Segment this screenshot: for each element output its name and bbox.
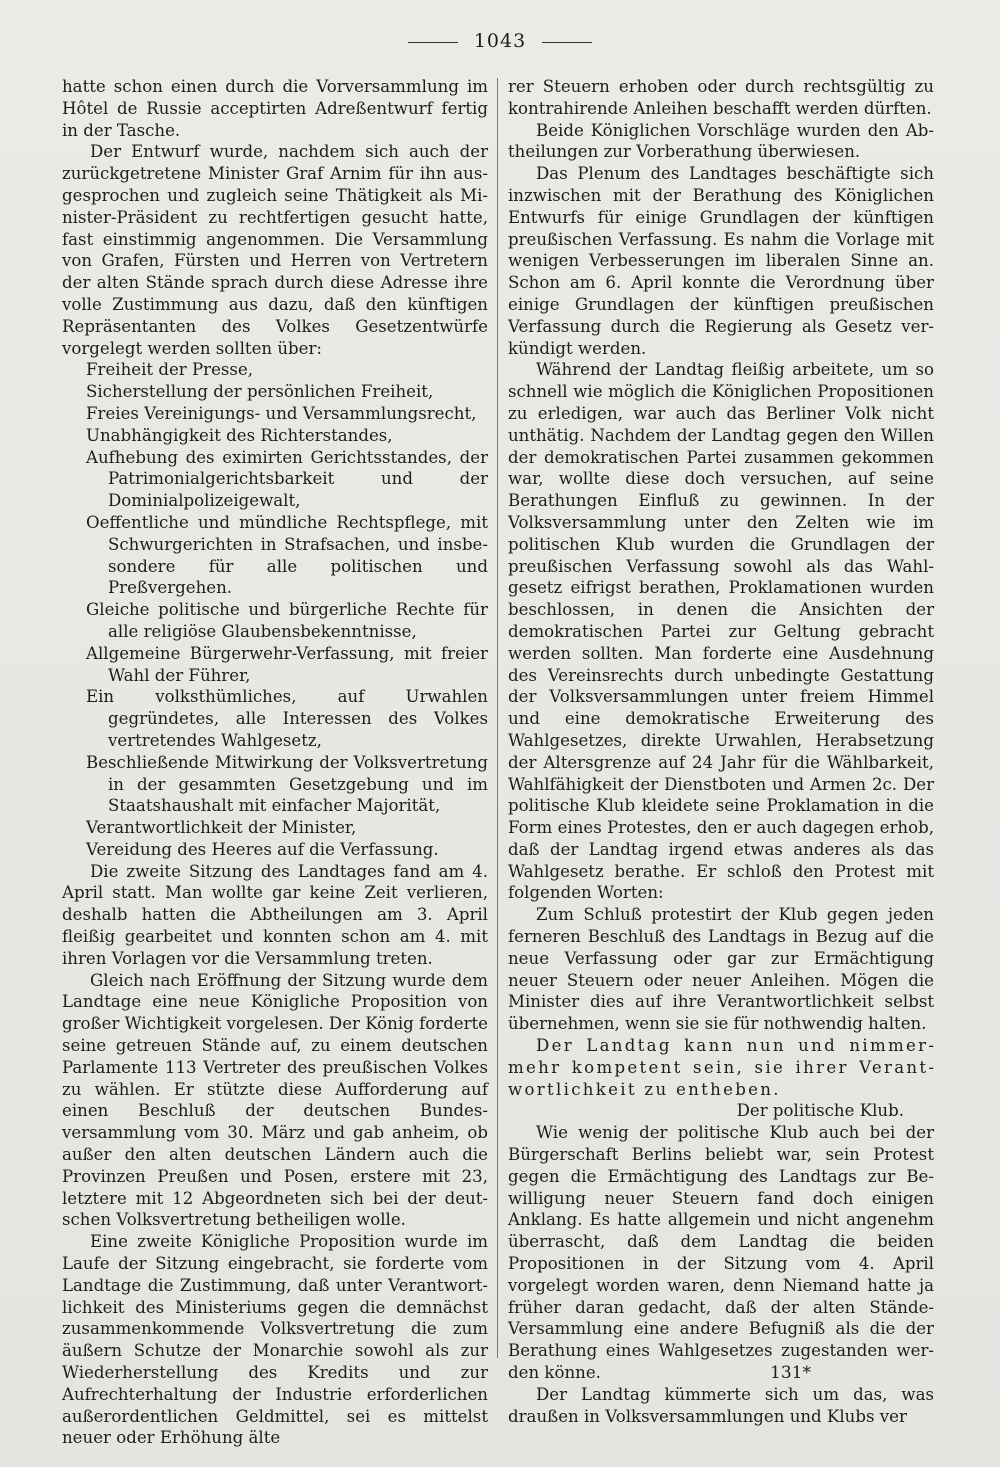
protest-quote: Zum Schluß protestirt der Klub gegen jeden ferneren Beschluß des Landtags in Bezug auf die neue Verfassung oder gar zur Ermächtigung neuer Steuern oder neuer Anleihen. Mögen die Minister dies auf ihre Verantwortlichkeit selbst übernehmen, wenn sie sie für nothwendig halten.	[508, 905, 934, 1034]
list-item: Unabhängigkeit des Richterstandes,	[86, 425, 393, 445]
paragraph: Das Plenum des Landtages beschäftigte sich inzwischen mit der Berathung des Königlichen Entwurfs für einige Grundlagen der künftigen preußischen Verfassung. Es nahm die Vorlage mit wenigen Verbesserungen im liberalen Sinne an. Schon am 6. April konnte die Verordnung über einige Grundlagen der künftigen preußischen Verfassung durch die Regierung als Gesetz verkündigt werden.	[508, 164, 934, 358]
list-item: Gleiche politische und bürgerliche Rechte für alle religiöse Glaubensbekenntnisse,	[86, 600, 488, 641]
paragraph: hatte schon einen durch die Vorversammlung im Hôtel de Russie acceptirten Adreßentwurf fertig in der Tasche.	[62, 77, 488, 140]
list-item: Beschließende Mitwirkung der Volksvertretung in der gesammten Gesetzgebung und im Staatshaushalt mit einfacher Majorität,	[86, 752, 488, 816]
paragraph: Eine zweite Königliche Proposition wurde im Laufe der Sitzung eingebracht, sie forderte vom Landtage die Zustimmung, daß unter Verantwortlichkeit des Ministeriums gegen die demnächst zusammenkommende Volksvertretung die zum äußern Schutze der Monarchie sowohl als zur Wiederherstellung des Kredits und zur Aufrechterhaltung der Industrie erforderlichen außerordentlichen Geldmittel, sei es mittelst neuer oder Erhöhung älte	[62, 1232, 488, 1448]
header-rule-right	[542, 42, 592, 43]
header-rule-left	[408, 42, 458, 43]
list-item: Ein volksthümliches, auf Urwahlen gegründetes, alle Interessen des Volkes vertretendes Wahlgesetz,	[86, 687, 488, 750]
list-item: Sicherstellung der persönlichen Freiheit,	[86, 382, 434, 402]
paragraph: Wie wenig der politische Klub auch bei der Bürgerschaft Berlins beliebt war, sein Protest gegen die Ermächtigung des Landtags zur Bewilligung neuer Steuern fand doch einigen Anklang. Es hatte allgemein und nicht angenehm überrascht, daß dem Landtag die beiden Propositionen in der Sitzung vom 4. April vorgelegt worden waren, denn Niemand hatte ja früher daran gedacht, daß der alten StändeVersammlung eine andere Befugniß als die der Berathung eines Wahlgesetzes zugestanden werden könne.	[508, 1123, 934, 1383]
paragraph: Während der Landtag fleißig arbeitete, um so schnell wie möglich die Königlichen Propositionen zu erledigen, war auch das Berliner Volk nicht unthätig. Nachdem der Landtag gegen den Willen der demokratischen Partei zusammen gekommen war, wollte diese doch versuchen, auf seine Berathungen Einfluß zu gewinnen. In der Volksversammlung unter den Zelten wie im politischen Klub wurden die Grundlagen der preußischen Verfassung sowohl als das Wahlgesetz eifrigst berathen, Proklamationen wurden beschlossen, in denen die Ansichten der demokratischen Partei zur Geltung gebracht werden sollten. Man forderte eine Ausdehnung des Vereinsrechts durch unbedingte Gestattung der Volksversammlungen unter freiem Himmel und eine demokratische Erweiterung des Wahlgesetzes, direkte Urwahlen, Herabsetzung der Altersgrenze auf 24 Jahr für die Wählbarkeit, Wahlfähigkeit der Dienstboten und Armen 2c. Der politische Klub kleidete seine Proklamation in die Form eines Protestes, den er auch dagegen erhob, daß der Landtag irgend etwas anderes als das Wahlgesetz berathe. Er schloß den Protest mit folgenden Worten:	[508, 360, 934, 903]
list-item: Aufhebung des eximirten Gerichtsstandes, der Patrimonialgerichtsbarkeit und der Dominialpolizeigewalt,	[86, 447, 488, 511]
list-item: Oeffentliche und mündliche Rechtspflege, mit Schwurgerichten in Strafsachen, und insbesondere für alle politischen und Preßvergehen.	[86, 512, 488, 598]
paragraph: Der Landtag kümmerte sich um das, was draußen in Volksversammlungen und Klubs ver	[508, 1384, 934, 1426]
list-item: Verantwortlichkeit der Minister,	[86, 818, 357, 838]
list-item: Vereidung des Heeres auf die Verfassung.	[86, 839, 439, 859]
list-item: Freiheit der Presse,	[86, 360, 254, 380]
column-divider	[497, 78, 498, 1358]
paragraph: Die zweite Sitzung des Landtages fand am 4. April statt. Man wollte gar keine Zeit verlieren, deshalb hatten die Abtheilungen am 3. April fleißig gearbeitet und konnten schon am 4. mit ihren Vorlagen vor die Versammlung treten.	[62, 861, 488, 968]
protest-quote-emphasis: Der Landtag kann nun und nimmermehr kompetent sein, sie ihrer Verantwortlichkeit zu entheben.	[508, 1036, 934, 1099]
left-column	[62, 76, 488, 1449]
page-number: 1043	[473, 30, 527, 52]
signature-mark: 131*	[770, 1363, 811, 1383]
paragraph: Der Entwurf wurde, nachdem sich auch der zurückgetretene Minister Graf Arnim für ihn ausgesprochen und zugleich seine Thätigkeit als Minister-Präsident zu rechtfertigen gesucht hatte, fast einstimmig angenommen. Die Versammlung von Grafen, Fürsten und Herren von Vertretern der alten Stände sprach durch diese Adresse ihre volle Zustimmung aus dazu, daß den künftigen Repräsentanten des Volkes Gesetzentwürfe vorgelegt werden sollten über:	[62, 142, 488, 358]
paragraph: rer Steuern erhoben oder durch rechtsgültig zu kontrahirende Anleihen beschafft werden dürften.	[508, 77, 934, 118]
paragraph: Beide Königlichen Vorschläge wurden den Abtheilungen zur Vorberathung überwiesen.	[508, 120, 934, 162]
paragraph: Gleich nach Eröffnung der Sitzung wurde dem Landtage eine neue Königliche Proposition von großer Wichtigkeit vorgelesen. Der König forderte seine getreuen Stände auf, zu einem deutschen Parlamente 113 Vertreter des preußischen Volkes zu wählen. Er stützte diese Aufforderung auf einen Beschluß der deutschen Bundesversammlung vom 30. März und gab anheim, ob außer den alten deutschen Ländern auch die Provinzen Preußen und Posen, erstere mit 23, letztere mit 12 Abgeordneten sich bei der deutschen Volksvertretung betheiligen wolle.	[62, 970, 488, 1230]
right-column	[508, 76, 934, 1427]
list-item: Allgemeine Bürgerwehr-Verfassung, mit freier Wahl der Führer,	[86, 643, 488, 685]
page-header	[0, 30, 1000, 52]
list-item: Freies Vereinigungs- und Versammlungsrecht,	[86, 403, 477, 423]
quote-signature: Der politische Klub.	[736, 1101, 904, 1121]
